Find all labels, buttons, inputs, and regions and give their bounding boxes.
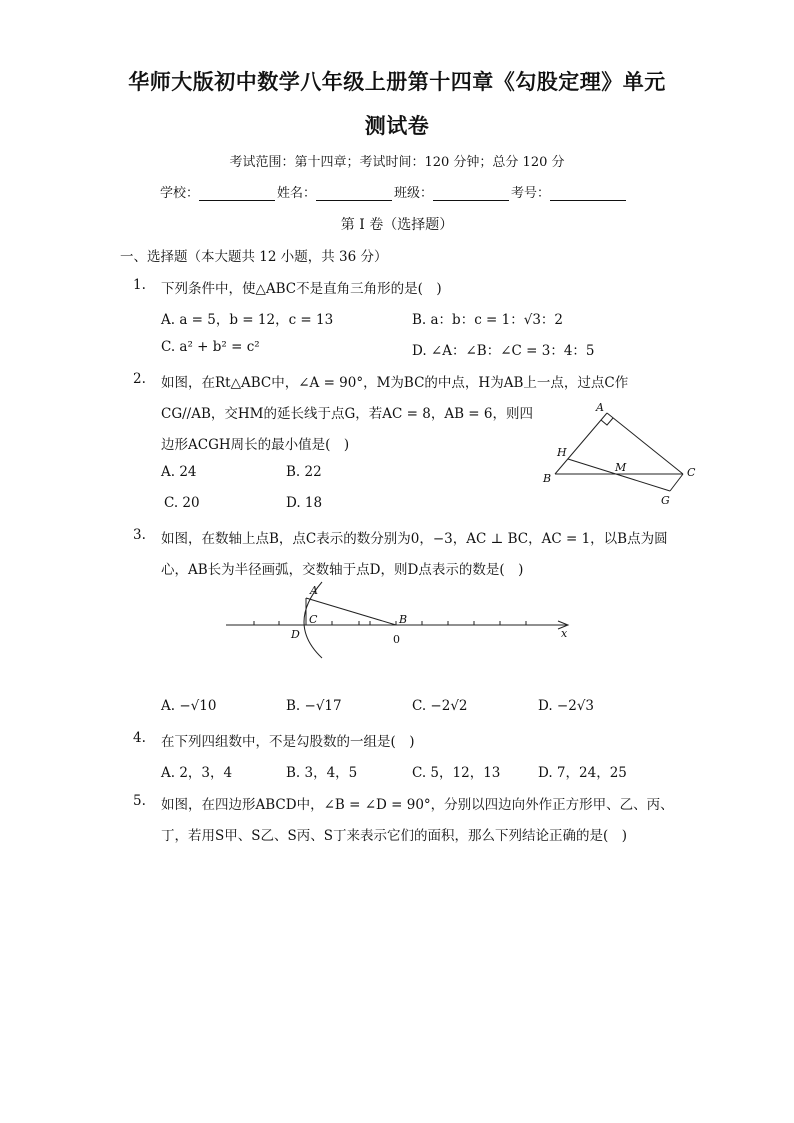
q3-stem-line-1: 如图，在数轴上点B，点C表示的数分别为0，−3，AC ⊥ BC，AC = 1，以B点为圆 [161, 531, 668, 547]
label-B: B [543, 472, 552, 485]
q2-option-d[interactable]: D. 18 [286, 495, 323, 511]
q2-stem-line-1: 如图，在Rt△ABC中，∠A = 90°，M为BC的中点，H为AB上一点，过点C作 [161, 375, 629, 391]
q3-option-c[interactable]: C. −2√2 [412, 698, 468, 714]
label-C: C [687, 466, 696, 479]
label-A: A [596, 401, 604, 414]
q2-stem-line-2: CG//AB，交HM的延长线于点G，若AC = 8，AB = 6，则四 [161, 406, 533, 422]
q2-number: 2. [133, 371, 146, 387]
right-angle-mark [601, 418, 613, 425]
q1-number: 1. [133, 277, 146, 293]
title-line-1: 华师大版初中数学八年级上册第十四章《勾股定理》单元 [128, 70, 666, 94]
school-label: 学校： [160, 186, 200, 201]
q4-option-a[interactable]: A. 2，3，4 [161, 765, 233, 781]
label-H: H [557, 446, 567, 459]
section-title: 一、选择题（本大题共 12 小题，共 36 分） [120, 249, 388, 265]
label-x: x [561, 627, 568, 640]
segment-AB [306, 598, 396, 625]
label-B: B [399, 613, 408, 626]
label-A: A [310, 584, 318, 597]
class-label: 班级： [394, 186, 434, 201]
q4-stem: 在下列四组数中，不是勾股数的一组是( ) [161, 734, 415, 750]
label-M: M [615, 461, 627, 474]
q2-option-b[interactable]: B. 22 [286, 464, 322, 480]
q2-option-c[interactable]: C. 20 [164, 495, 200, 511]
q4-option-c[interactable]: C. 5，12，13 [412, 765, 501, 781]
q2-option-a[interactable]: A. 24 [161, 464, 197, 480]
q3-option-b[interactable]: B. −√17 [286, 698, 342, 714]
q1-stem: 下列条件中，使△ABC不是直角三角形的是( ) [161, 281, 442, 297]
school-blank[interactable] [199, 186, 275, 201]
name-label: 姓名： [277, 186, 317, 201]
q1-option-b[interactable]: B. a：b：c = 1：√3：2 [412, 312, 564, 328]
class-blank[interactable] [433, 186, 509, 201]
exam-meta: 考试范围：第十四章；考试时间：120 分钟；总分 120 分 [229, 155, 565, 170]
segment-CG [670, 474, 683, 491]
q2-stem-line-3: 边形ACGH周长的最小值是( ) [161, 437, 350, 453]
q4-option-b[interactable]: B. 3，4，5 [286, 765, 358, 781]
volume-title: 第 I 卷（选择题） [340, 217, 454, 233]
id-label: 考号： [511, 186, 551, 201]
label-C: C [309, 613, 318, 626]
q5-stem-line-2: 丁，若用S甲、S乙、S丙、S丁来表示它们的面积，那么下列结论正确的是( ) [161, 828, 628, 844]
q2-triangle-figure [535, 398, 705, 510]
q3-option-a[interactable]: A. −√10 [161, 698, 217, 714]
label-G: G [661, 494, 670, 507]
q3-option-d[interactable]: D. −2√3 [538, 698, 595, 714]
q1-option-c[interactable]: C. a² + b² = c² [161, 339, 260, 355]
q1-option-a[interactable]: A. a = 5，b = 12，c = 13 [161, 312, 334, 328]
q3-stem-line-2: 心，AB长为半径画弧，交数轴于点D，则D点表示的数是( ) [161, 562, 524, 578]
q5-number: 5. [133, 793, 146, 809]
q4-number: 4. [133, 730, 146, 746]
q5-stem-line-1: 如图，在四边形ABCD中，∠B = ∠D = 90°，分别以四边向外作正方形甲、乙、丙、 [161, 797, 674, 813]
id-blank[interactable] [550, 186, 626, 201]
q1-option-d[interactable]: D. ∠A：∠B：∠C = 3：4：5 [412, 343, 595, 359]
segment-AB [555, 413, 607, 474]
label-zero: 0 [393, 633, 400, 646]
q3-number: 3. [133, 527, 146, 543]
q3-number-line-figure [222, 578, 578, 660]
name-blank[interactable] [316, 186, 392, 201]
student-info-row [160, 182, 628, 201]
title-line-2: 测试卷 [364, 114, 430, 138]
label-D: D [291, 628, 300, 641]
q4-option-d[interactable]: D. 7，24，25 [538, 765, 627, 781]
